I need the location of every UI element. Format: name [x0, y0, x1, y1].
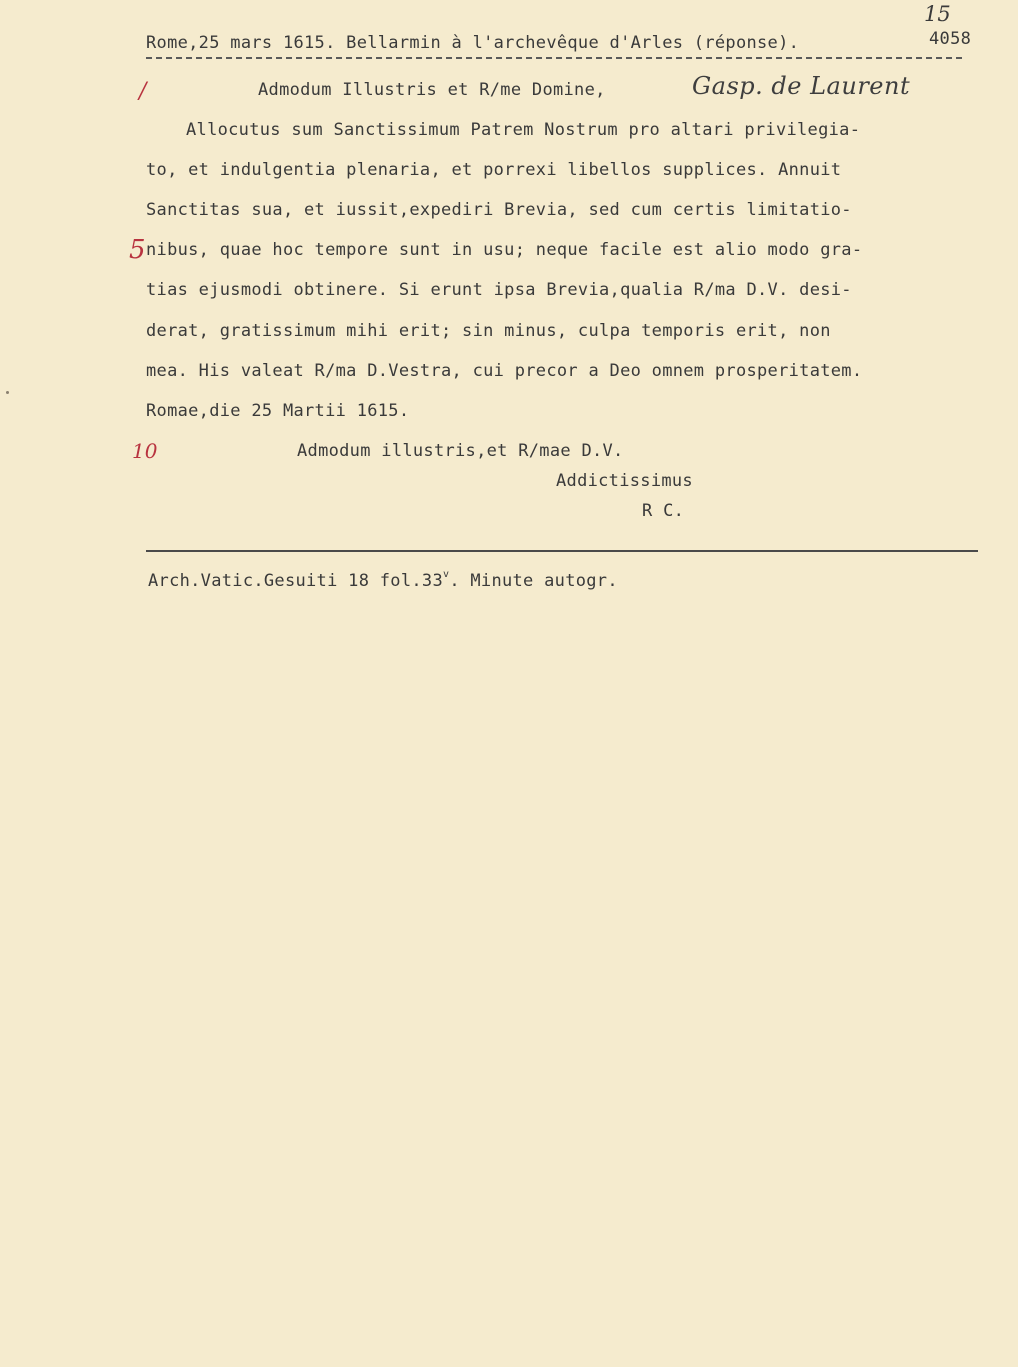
document-header: Rome,25 mars 1615. Bellarmin à l'archevêque d'Arles (réponse).	[146, 33, 800, 53]
document-number: 4058	[929, 29, 972, 49]
margin-mark-line-10: 10	[132, 439, 158, 463]
source-superscript: v	[442, 569, 450, 580]
margin-mark-line-1: /	[139, 79, 147, 104]
body-line: tias ejusmodi obtinere. Si erunt ipsa Brevia,qualia R/ma D.V. desi-	[146, 280, 852, 300]
body-line: nibus, quae hoc tempore sunt in usu; neque facile est alio modo gra-	[146, 240, 863, 260]
closing-addictissimus: Addictissimus	[556, 471, 693, 491]
dateline: Romae,die 25 Martii 1615.	[146, 401, 410, 421]
body-line: Sanctitas sua, et iussit,expediri Brevia, sed cum certis limitatio-	[146, 200, 852, 220]
closing-formula: Admodum illustris,et R/mae D.V.	[297, 441, 624, 461]
body-line: mea. His valeat R/ma D.Vestra, cui precor a Deo omnem prosperitatem.	[146, 361, 863, 381]
margin-mark-line-5: 5	[129, 235, 146, 265]
source-citation	[148, 570, 618, 592]
body-line: derat, gratissimum mihi erit; sin minus, culpa temporis erit, non	[146, 321, 831, 341]
footer-rule	[146, 550, 978, 552]
salutation: Admodum Illustris et R/me Domine,	[258, 80, 606, 100]
signature-initials: R C.	[642, 501, 685, 521]
source-text: Arch.Vatic.Gesuiti 18 fol.33	[148, 571, 443, 591]
header-underline	[146, 57, 962, 59]
handwritten-annotation: Gasp. de Laurent	[692, 72, 911, 100]
paper-speck	[6, 391, 9, 394]
pencil-page-number: 15	[924, 2, 951, 26]
body-line: Allocutus sum Sanctissimum Patrem Nostrum pro altari privilegia-	[186, 120, 861, 140]
source-suffix: . Minute autogr.	[449, 571, 618, 591]
body-line: to, et indulgentia plenaria, et porrexi libellos supplices. Annuit	[146, 160, 842, 180]
